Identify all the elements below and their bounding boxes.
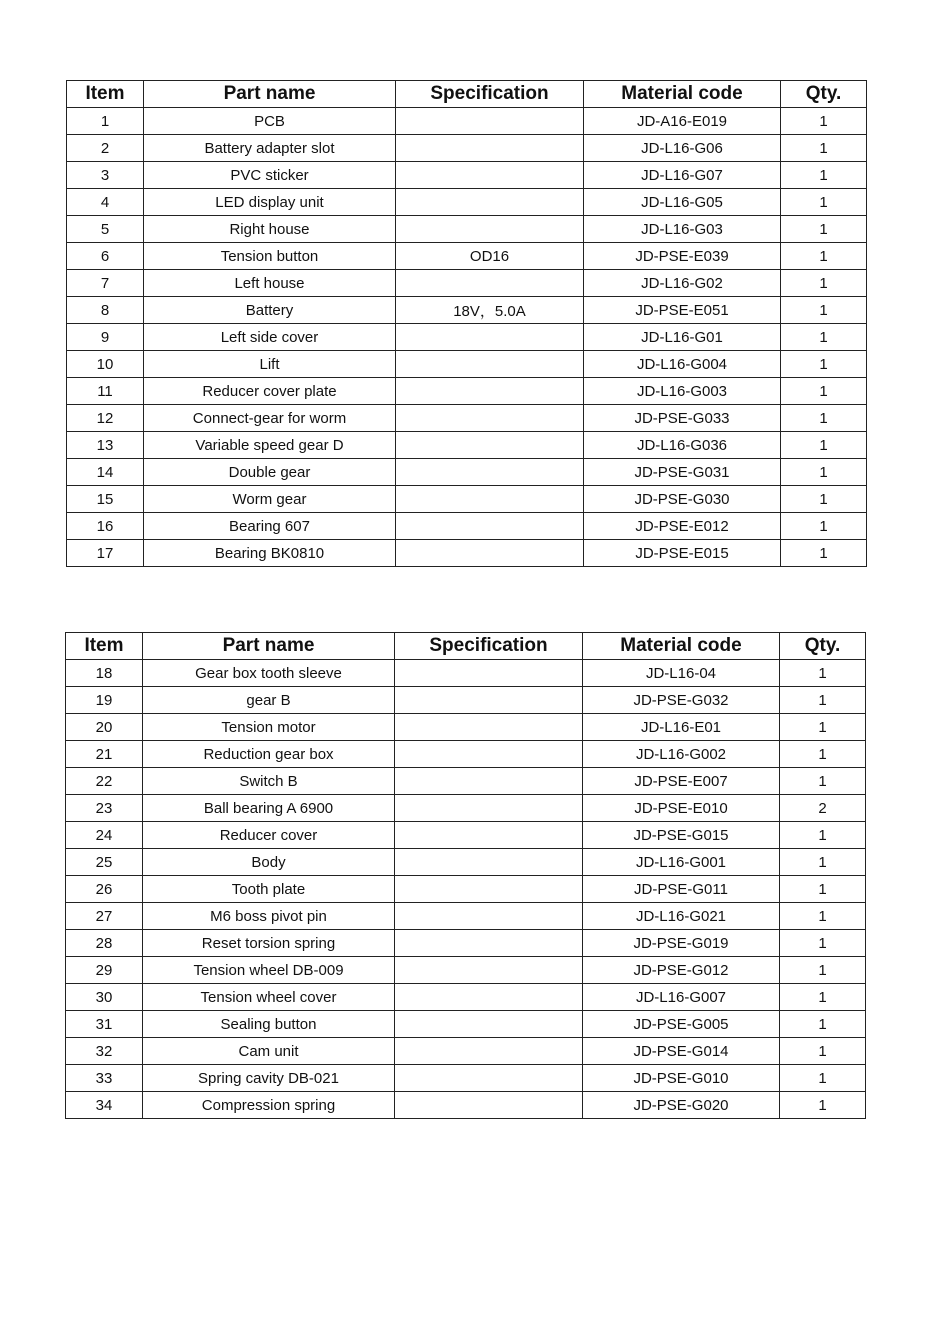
material-code-cell: JD-L16-G003 [584, 378, 781, 405]
material-code-cell: JD-PSE-E012 [584, 513, 781, 540]
qty-cell: 1 [780, 876, 866, 903]
parts-table-1 [66, 80, 867, 567]
table-row [67, 243, 867, 270]
material-code-cell: JD-L16-G01 [584, 324, 781, 351]
item-cell: 4 [67, 189, 144, 216]
material-code-cell: JD-L16-G03 [584, 216, 781, 243]
table-row [66, 903, 866, 930]
material-code-cell: JD-PSE-G030 [584, 486, 781, 513]
table-body [66, 660, 866, 1119]
qty-cell: 1 [781, 432, 867, 459]
qty-cell: 1 [780, 822, 866, 849]
qty-cell: 1 [780, 714, 866, 741]
table-row [66, 741, 866, 768]
item-cell: 23 [66, 795, 143, 822]
table-row [67, 513, 867, 540]
table-row [67, 135, 867, 162]
table-row [66, 1065, 866, 1092]
material-code-cell: JD-PSE-G010 [583, 1065, 780, 1092]
specification-cell [396, 378, 584, 405]
material-code-cell: JD-L16-G02 [584, 270, 781, 297]
part-name-cell: Bearing BK0810 [144, 540, 396, 567]
specification-cell [396, 351, 584, 378]
table-row [66, 849, 866, 876]
specification-cell [396, 540, 584, 567]
table-row [66, 957, 866, 984]
item-cell: 19 [66, 687, 143, 714]
table-row [66, 768, 866, 795]
part-name-cell: Tension motor [143, 714, 395, 741]
table-row [66, 1038, 866, 1065]
part-name-cell: Switch B [143, 768, 395, 795]
item-cell: 25 [66, 849, 143, 876]
item-cell: 26 [66, 876, 143, 903]
material-code-cell: JD-PSE-G032 [583, 687, 780, 714]
item-cell: 33 [66, 1065, 143, 1092]
part-name-cell: Worm gear [144, 486, 396, 513]
part-name-cell: Ball bearing A 6900 [143, 795, 395, 822]
qty-cell: 1 [781, 378, 867, 405]
item-cell: 5 [67, 216, 144, 243]
part-name-cell: Tension wheel DB-009 [143, 957, 395, 984]
material-code-cell: JD-L16-G036 [584, 432, 781, 459]
qty-cell: 1 [780, 1038, 866, 1065]
specification-cell [395, 1011, 583, 1038]
table-row [66, 795, 866, 822]
specification-cell [395, 687, 583, 714]
item-cell: 15 [67, 486, 144, 513]
table-row [66, 876, 866, 903]
specification-cell [395, 768, 583, 795]
material-code-cell: JD-L16-G004 [584, 351, 781, 378]
table-row [67, 540, 867, 567]
specification-cell [396, 432, 584, 459]
material-code-cell: JD-L16-G06 [584, 135, 781, 162]
material-code-cell: JD-PSE-G014 [583, 1038, 780, 1065]
qty-cell: 1 [781, 216, 867, 243]
table-row [67, 297, 867, 324]
material-code-cell: JD-L16-G002 [583, 741, 780, 768]
specification-cell [395, 957, 583, 984]
qty-cell: 1 [781, 351, 867, 378]
specification-cell [395, 822, 583, 849]
table-row [66, 714, 866, 741]
qty-cell: 1 [781, 513, 867, 540]
table-row [67, 351, 867, 378]
parts-table-2 [65, 632, 866, 1119]
part-name-cell: Right house [144, 216, 396, 243]
specification-cell [396, 108, 584, 135]
part-name-cell: Variable speed gear D [144, 432, 396, 459]
material-code-cell: JD-L16-E01 [583, 714, 780, 741]
header-specification: Specification [395, 633, 583, 660]
specification-cell [395, 741, 583, 768]
qty-cell: 1 [780, 1011, 866, 1038]
qty-cell: 1 [781, 297, 867, 324]
specification-cell [395, 795, 583, 822]
material-code-cell: JD-PSE-G020 [583, 1092, 780, 1119]
material-code-cell: JD-PSE-E010 [583, 795, 780, 822]
material-code-cell: JD-L16-G001 [583, 849, 780, 876]
part-name-cell: Reducer cover [143, 822, 395, 849]
specification-cell [395, 903, 583, 930]
part-name-cell: Reset torsion spring [143, 930, 395, 957]
specification-cell [395, 1092, 583, 1119]
qty-cell: 1 [781, 108, 867, 135]
specification-cell [395, 660, 583, 687]
part-name-cell: Battery [144, 297, 396, 324]
qty-cell: 1 [781, 486, 867, 513]
item-cell: 32 [66, 1038, 143, 1065]
part-name-cell: LED display unit [144, 189, 396, 216]
material-code-cell: JD-L16-G007 [583, 984, 780, 1011]
material-code-cell: JD-A16-E019 [584, 108, 781, 135]
part-name-cell: Lift [144, 351, 396, 378]
specification-cell [395, 930, 583, 957]
header-part-name: Part name [144, 81, 396, 108]
part-name-cell: Bearing 607 [144, 513, 396, 540]
qty-cell: 1 [781, 459, 867, 486]
specification-cell [395, 876, 583, 903]
table-row [66, 1011, 866, 1038]
item-cell: 24 [66, 822, 143, 849]
header-part-name: Part name [143, 633, 395, 660]
item-cell: 18 [66, 660, 143, 687]
qty-cell: 1 [780, 1065, 866, 1092]
part-name-cell: gear B [143, 687, 395, 714]
header-material-code: Material code [584, 81, 781, 108]
header-qty: Qty. [780, 633, 866, 660]
part-name-cell: Battery adapter slot [144, 135, 396, 162]
table-row [67, 189, 867, 216]
part-name-cell: Reduction gear box [143, 741, 395, 768]
part-name-cell: Reducer cover plate [144, 378, 396, 405]
specification-cell [396, 405, 584, 432]
material-code-cell: JD-PSE-E051 [584, 297, 781, 324]
part-name-cell: Spring cavity DB-021 [143, 1065, 395, 1092]
item-cell: 29 [66, 957, 143, 984]
part-name-cell: Tension wheel cover [143, 984, 395, 1011]
item-cell: 8 [67, 297, 144, 324]
item-cell: 30 [66, 984, 143, 1011]
table-row [67, 486, 867, 513]
table-row [67, 108, 867, 135]
item-cell: 1 [67, 108, 144, 135]
material-code-cell: JD-L16-G05 [584, 189, 781, 216]
material-code-cell: JD-PSE-G015 [583, 822, 780, 849]
table-row [67, 324, 867, 351]
qty-cell: 1 [781, 540, 867, 567]
specification-cell [396, 162, 584, 189]
specification-cell [396, 216, 584, 243]
part-name-cell: Left side cover [144, 324, 396, 351]
specification-cell [395, 849, 583, 876]
header-qty: Qty. [781, 81, 867, 108]
specification-cell [396, 459, 584, 486]
item-cell: 27 [66, 903, 143, 930]
material-code-cell: JD-L16-04 [583, 660, 780, 687]
specification-cell [396, 324, 584, 351]
part-name-cell: Double gear [144, 459, 396, 486]
item-cell: 21 [66, 741, 143, 768]
qty-cell: 1 [781, 405, 867, 432]
part-name-cell: Left house [144, 270, 396, 297]
specification-cell: 18V，5.0A [396, 297, 584, 324]
table-header-row [66, 633, 866, 660]
material-code-cell: JD-PSE-G011 [583, 876, 780, 903]
item-cell: 16 [67, 513, 144, 540]
qty-cell: 1 [781, 135, 867, 162]
part-name-cell: Gear box tooth sleeve [143, 660, 395, 687]
part-name-cell: Tension button [144, 243, 396, 270]
part-name-cell: Compression spring [143, 1092, 395, 1119]
specification-cell [396, 189, 584, 216]
item-cell: 11 [67, 378, 144, 405]
table-row [67, 216, 867, 243]
table-row [66, 984, 866, 1011]
qty-cell: 1 [781, 324, 867, 351]
table-row [67, 432, 867, 459]
material-code-cell: JD-PSE-G031 [584, 459, 781, 486]
material-code-cell: JD-PSE-G033 [584, 405, 781, 432]
table-row [67, 459, 867, 486]
item-cell: 34 [66, 1092, 143, 1119]
specification-cell [396, 270, 584, 297]
specification-cell [396, 135, 584, 162]
table-row [67, 270, 867, 297]
item-cell: 12 [67, 405, 144, 432]
item-cell: 6 [67, 243, 144, 270]
table-row [66, 930, 866, 957]
item-cell: 9 [67, 324, 144, 351]
table-row [66, 660, 866, 687]
item-cell: 2 [67, 135, 144, 162]
specification-cell [395, 1065, 583, 1092]
specification-cell: OD16 [396, 243, 584, 270]
item-cell: 14 [67, 459, 144, 486]
qty-cell: 1 [780, 984, 866, 1011]
material-code-cell: JD-PSE-G005 [583, 1011, 780, 1038]
material-code-cell: JD-PSE-E015 [584, 540, 781, 567]
qty-cell: 1 [781, 189, 867, 216]
item-cell: 28 [66, 930, 143, 957]
part-name-cell: Connect-gear for worm [144, 405, 396, 432]
material-code-cell: JD-PSE-G019 [583, 930, 780, 957]
header-specification: Specification [396, 81, 584, 108]
part-name-cell: Cam unit [143, 1038, 395, 1065]
header-item: Item [66, 633, 143, 660]
qty-cell: 1 [780, 687, 866, 714]
table-body [67, 108, 867, 567]
header-item: Item [67, 81, 144, 108]
qty-cell: 1 [780, 768, 866, 795]
part-name-cell: Body [143, 849, 395, 876]
specification-cell [395, 714, 583, 741]
qty-cell: 1 [781, 270, 867, 297]
qty-cell: 1 [780, 849, 866, 876]
specification-cell [396, 486, 584, 513]
qty-cell: 1 [781, 243, 867, 270]
header-material-code: Material code [583, 633, 780, 660]
specification-cell [395, 984, 583, 1011]
item-cell: 3 [67, 162, 144, 189]
table-row [66, 1092, 866, 1119]
item-cell: 20 [66, 714, 143, 741]
material-code-cell: JD-L16-G021 [583, 903, 780, 930]
part-name-cell: Tooth plate [143, 876, 395, 903]
material-code-cell: JD-PSE-E007 [583, 768, 780, 795]
table-row [67, 405, 867, 432]
item-cell: 31 [66, 1011, 143, 1038]
part-name-cell: PVC sticker [144, 162, 396, 189]
table-row [66, 822, 866, 849]
material-code-cell: JD-L16-G07 [584, 162, 781, 189]
material-code-cell: JD-PSE-E039 [584, 243, 781, 270]
table-header-row [67, 81, 867, 108]
qty-cell: 1 [780, 1092, 866, 1119]
qty-cell: 1 [780, 957, 866, 984]
qty-cell: 1 [780, 660, 866, 687]
part-name-cell: M6 boss pivot pin [143, 903, 395, 930]
part-name-cell: Sealing button [143, 1011, 395, 1038]
specification-cell [395, 1038, 583, 1065]
table-row [66, 687, 866, 714]
specification-cell [396, 513, 584, 540]
item-cell: 17 [67, 540, 144, 567]
qty-cell: 1 [780, 903, 866, 930]
item-cell: 10 [67, 351, 144, 378]
qty-cell: 1 [780, 741, 866, 768]
part-name-cell: PCB [144, 108, 396, 135]
item-cell: 22 [66, 768, 143, 795]
qty-cell: 2 [780, 795, 866, 822]
qty-cell: 1 [780, 930, 866, 957]
table-row [67, 162, 867, 189]
item-cell: 13 [67, 432, 144, 459]
qty-cell: 1 [781, 162, 867, 189]
table-row [67, 378, 867, 405]
material-code-cell: JD-PSE-G012 [583, 957, 780, 984]
item-cell: 7 [67, 270, 144, 297]
